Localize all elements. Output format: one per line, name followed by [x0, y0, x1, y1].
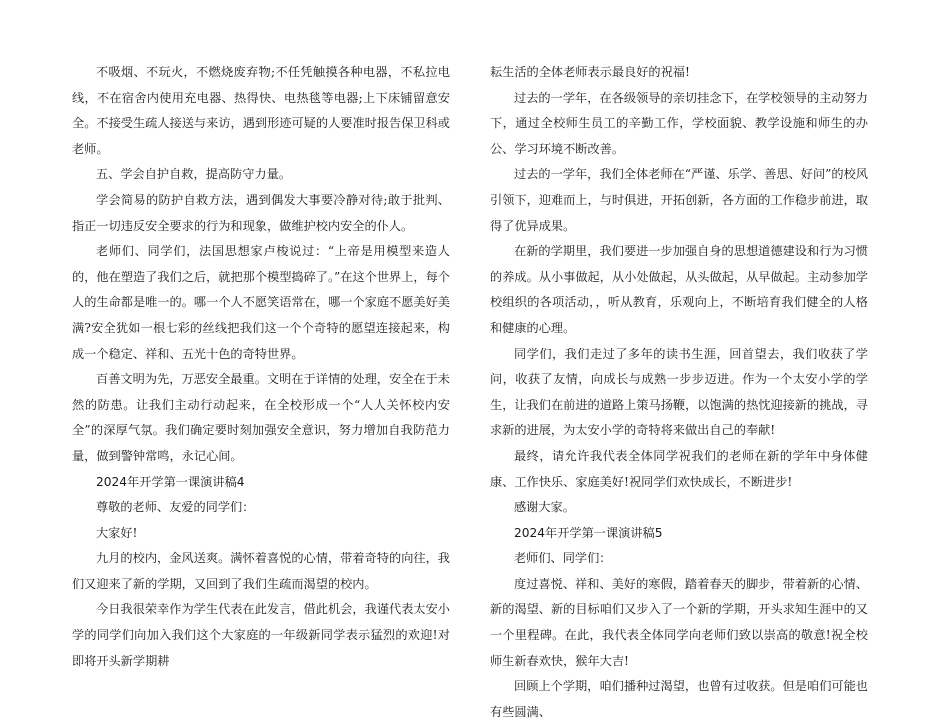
paragraph: 过去的一学年，我们全体老师在“严谨、乐学、善思、好问”的校风引领下，迎难而上，与时俱进，开拓创新，各方面的工作稳步前进，取得了优异成果。	[490, 167, 868, 233]
paragraph: 学会简易的防护自救方法，遇到偶发大事要冷静对待;敢于批判、指正一切违反安全要求的行为和现象，做维护校内安全的仆人。	[72, 192, 450, 233]
paragraph: 九月的校内，金风送爽。满怀着喜悦的心情，带着奇特的向往，我们又迎来了新的学期，又回到了我们生疏而渴望的校内。	[72, 551, 450, 591]
left-column	[72, 60, 450, 674]
right-column	[490, 60, 868, 725]
paragraph: 回顾上个学期，咱们播种过渴望，也曾有过收获。但是咱们可能也有些圆满、	[490, 679, 868, 719]
paragraph: 感谢大家。	[514, 500, 575, 515]
paragraph: 今日我很荣幸作为学生代表在此发言，借此机会，我谨代表太安小学的同学们向加入我们这个大家庭的一年级新同学表示猛烈的欢迎!对即将开头新学期耕	[72, 602, 450, 668]
paragraph: 老师们、同学们，法国思想家卢梭说过：“上帝是用模型来造人的，他在塑造了我们之后，就把那个模型捣碎了。”在这个世界上，每个人的生命都是唯一的。哪一个人不愿笑语常在，哪一个家庭不愿美好美满?安全犹如一根七彩的丝线把我们这一个个奇特的愿望连接起来，构成一个稳定、祥和、五光十色的奇特世界。	[72, 244, 450, 361]
section-heading: 2024年开学第一课演讲稿5	[514, 525, 663, 540]
paragraph: 尊敬的老师、友爱的同学们：	[96, 500, 255, 515]
paragraph: 过去的一学年，在各级领导的亲切挂念下，在学校领导的主动努力下，通过全校师生员工的辛勤工作，学校面貌、教学设施和师生的办公、学习环境不断改善。	[490, 90, 868, 156]
paragraph: 老师们、同学们：	[514, 551, 612, 566]
paragraph: 不吸烟、不玩火，不燃烧废弃物;不任凭触摸各种电器，不私拉电线，不在宿舍内使用充电器、热得快、电热毯等电器;上下床铺留意安全。不接受生疏人接送与来访，遇到形迹可疑的人要准时报告保卫科或老师。	[72, 65, 450, 156]
paragraph: 度过喜悦、祥和、美好的寒假，踏着春天的脚步，带着新的心情、新的渴望、新的目标咱们又步入了一个新的学期，开头求知生涯中的又一个里程碑。在此，我代表全体同学向老师们致以崇高的敬意!祝全校师生新春欢快，猴年大吉!	[490, 576, 868, 668]
paragraph: 同学们，我们走过了多年的读书生涯，回首望去，我们收获了学问，收获了友情，向成长与成熟一步步迈进。作为一个太安小学的学生，让我们在前进的道路上策马扬鞭，以饱满的热忱迎接新的挑战，寻求新的进展，为太安小学的奇特将来做出自己的奉献!	[490, 346, 868, 438]
paragraph: 最终，请允许我代表全体同学祝我们的老师在新的学年中身体健康、工作快乐、家庭美好!祝同学们欢快成长，不断进步!	[490, 448, 868, 489]
paragraph: 在新的学期里，我们要进一步加强自身的思想道德建设和行为习惯的养成。从小事做起，从小处做起，从头做起，从早做起。主动参加学校组织的各项活动，，听从教育，乐观向上，不断培育我们健全的人格和健康的心理。	[490, 244, 868, 335]
paragraph: 大家好!	[96, 525, 138, 540]
paragraph: 耘生活的全体老师表示最良好的祝福!	[490, 65, 690, 79]
paragraph: 百善文明为先，万恶安全最重。文明在于详情的处理，安全在于未然的防患。让我们主动行动起来，在全校形成一个“人人关怀校内安全”的深厚气氛。我们确定要时刻加强安全意识，努力增加自我防范力量，做到警钟常鸣，永记心间。	[72, 372, 450, 463]
section-heading: 2024年开学第一课演讲稿4	[96, 474, 245, 489]
paragraph: 五、学会自护自救，提高防守力量。	[96, 167, 291, 182]
